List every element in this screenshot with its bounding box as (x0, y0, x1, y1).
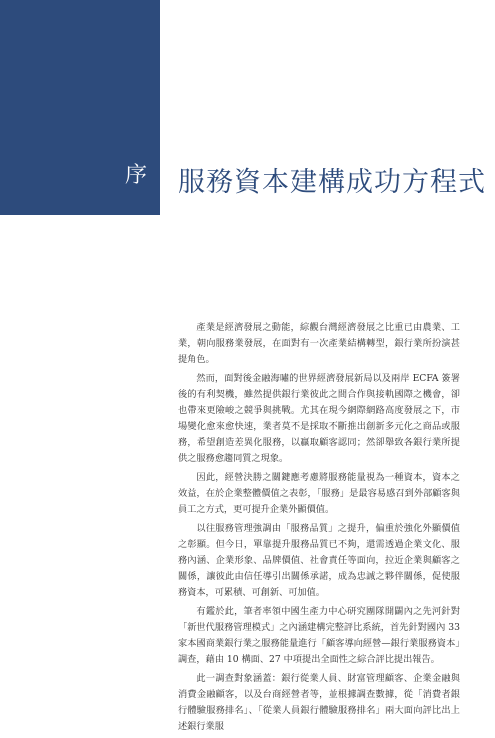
section-label: 序 (124, 162, 147, 188)
paragraph: 有鑑於此，筆者率領中國生產力中心研究團隊開闢內之先河針對「新世代服務管理模式」之內涵建構完整評比系統，首先針對國內 33 家本國商業銀行業之服務能量進行「顧客導向經營—銀行業服務資本」調查，藉由 10 構面、27 中項提出全面性之綜合評比提出報告。 (178, 606, 460, 665)
paragraph: 以往服務管理強調由「服務品質」之提升，偏重於強化外顯價值之彰顯。但今日，單靠提升服務品質已不夠，還需透過企業文化、服務內涵、企業形象、品牌價值、社會責任等面向，拉近企業與顧客之關係，讓彼此由信任導引出關係承諾，成為忠誠之夥伴關係，促使服務資本，可累積、可創新、可加值。 (178, 523, 460, 598)
body-text (178, 320, 460, 738)
paragraph: 此一調查對象涵蓋：銀行從業人員、財富管理顧客、企業金融與消費金融顧客，以及台商經營者等，並根據調查數據，從「消費者銀行體驗服務排名」、「從業人員銀行體驗服務排名」兩大面向評比出上述銀行業服 (178, 673, 460, 732)
page-title: 服務資本建構成功方程式 (178, 167, 486, 198)
paragraph: 然而，面對後金融海嘯的世界經濟發展新局以及兩岸 ECFA 簽署後的有利契機，雖然提供銀行業彼此之間合作與接軌國際之機會，卻也帶來更險峻之競爭與挑戰。尤其在現今網際網路高度發展之下，市場變化愈來愈快速，業者莫不是採取不斷推出創新多元化之商品或服務，希望創造差異化服務，以贏取顧客認同；然卻舉致各銀行業所提供之服務愈趨同質之現象。 (178, 373, 460, 464)
paragraph: 因此，經營決勝之關鍵應考慮將服務能量視為一種資本，資本之效益，在於企業整體價值之表彰，「服務」是最容易感召到外部顧客與員工之方式，更可提升企業外顯價值。 (178, 472, 460, 515)
side-divider-line (159, 215, 160, 700)
header-accent-bar (0, 0, 160, 700)
paragraph: 產業是經濟發展之動能，綜觀台灣經濟發展之比重已由農業、工業，朝向服務業發展，在面對有一次產業結構轉型，銀行業所扮演甚提角色。 (178, 322, 460, 365)
